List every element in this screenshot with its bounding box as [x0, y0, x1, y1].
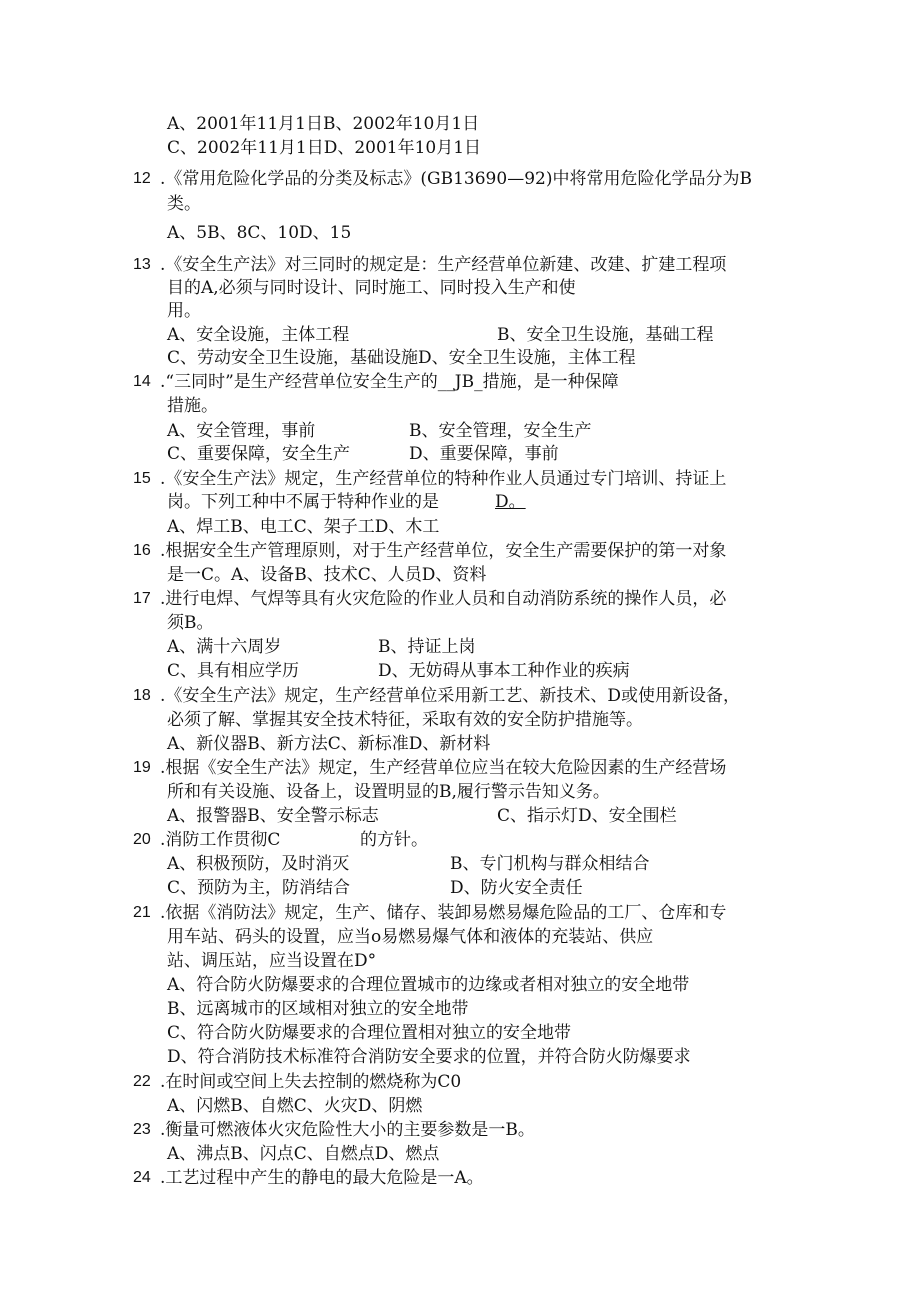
option-b-20: B、专门机构与群众相结合: [450, 854, 650, 874]
question-number-14: 14: [133, 373, 151, 390]
option-b-14: B、安全管理，安全生产: [409, 421, 592, 441]
line-17: A、焊工B、电工C、架子工D、木工: [167, 517, 440, 537]
line-34: 用车站、码头的设置，应当o易燃易爆气体和液体的充装站、供应: [167, 927, 654, 947]
question-number-12: 12: [133, 170, 151, 187]
option-c-14: C、重要保障，安全生产: [167, 444, 351, 464]
question-number-19: 19: [133, 759, 151, 776]
line-25: 必须了解、掌握其安全技术特征，采取有效的安全防护措施等。: [167, 710, 643, 730]
question-18-text: .《安全生产法》规定，生产经营单位采用新工艺、新技术、D或使用新设备，: [160, 686, 741, 706]
question-number-24: 24: [133, 1169, 151, 1186]
question-21-text: .依据《消防法》规定，生产、储存、装卸易燃易爆危险品的工厂、仓库和专: [160, 903, 727, 923]
line-8: 用。: [167, 301, 201, 321]
question-number-15: 15: [133, 470, 151, 487]
option-b-17: B、持证上岗: [378, 637, 476, 657]
option-ab-19: A、报警器B、安全警示标志: [167, 806, 379, 826]
option-d-17: D、无妨碍从事本工种作业的疾病: [378, 661, 630, 681]
question-number-20: 20: [133, 831, 151, 848]
question-22-text: .在时间或空间上失去控制的燃烧称为C0: [160, 1072, 462, 1092]
line-5: A、5B、8C、10D、15: [167, 223, 352, 243]
line-2: C、2002年11月1日D、2001年10月1日: [167, 138, 482, 158]
option-a-17: A、满十六周岁: [167, 637, 282, 657]
line-35: 站、调压站，应当设置在D°: [167, 951, 377, 971]
question-number-13: 13: [133, 256, 151, 273]
question-number-18: 18: [133, 687, 151, 704]
option-b-21: B、远离城市的区域相对独立的安全地带: [167, 999, 469, 1019]
question-number-16: 16: [133, 542, 151, 559]
question-number-17: 17: [133, 590, 151, 607]
line-16: 岗。下列工种中不属于特种作业的是: [167, 492, 439, 512]
option-d-14: D、重要保障，事前: [409, 444, 559, 464]
question-13-text: .《安全生产法》对三同时的规定是：生产经营单位新建、改建、扩建工程项: [160, 255, 727, 275]
question-number-21: 21: [133, 904, 151, 921]
option-a-14: A、安全管理，事前: [167, 421, 316, 441]
line-43: A、沸点B、闪点C、自燃点D、燃点: [167, 1144, 440, 1164]
question-20-text: .消防工作贯彻C: [160, 830, 281, 850]
line-21: 须B。: [167, 613, 214, 633]
option-d-20: D、防火安全责任: [450, 878, 583, 898]
option-c-20: C、预防为主，防消结合: [167, 878, 351, 898]
option-b-13: B、安全卫生设施，基础工程: [497, 325, 714, 345]
option-cd-19: C、指示灯D、安全围栏: [497, 806, 677, 826]
line-12: 措施。: [167, 396, 218, 416]
line-26: A、新仪器B、新方法C、新标准D、新材料: [167, 734, 491, 754]
line-7: 目的A,必须与同时设计、同时施工、同时投入生产和使: [167, 278, 576, 298]
question-20-tail: 的方针。: [360, 830, 428, 850]
line-1: A、2001年11月1日B、2002年10月1日: [167, 114, 480, 134]
option-c-17: C、具有相应学历: [167, 661, 300, 681]
question-15-text: .《安全生产法》规定，生产经营单位的特种作业人员通过专门培训、持证上: [160, 469, 727, 489]
question-19-text: .根据《安全生产法》规定，生产经营单位应当在较大危险因素的生产经营场: [160, 758, 727, 778]
line-10: C、劳动安全卫生设施，基础设施D、安全卫生设施，主体工程: [167, 348, 636, 368]
option-a-21: A、符合防火防爆要求的合理位置城市的边缘或者相对独立的安全地带: [167, 975, 690, 995]
line-19: 是一C。A、设备B、技术C、人员D、资料: [167, 565, 487, 585]
line-4: 类。: [167, 194, 201, 214]
question-12-text: .《常用危险化学品的分类及标志》(GB13690—92)中将常用危险化学品分为B: [160, 169, 752, 189]
option-d-21: D、符合消防技术标准符合消防安全要求的位置，并符合防火防爆要求: [167, 1047, 691, 1067]
question-number-23: 23: [133, 1121, 151, 1138]
question-23-text: .衡量可燃液体火灾危险性大小的主要参数是一B。: [160, 1120, 535, 1140]
option-a-20: A、积极预防，及时消灭: [167, 854, 350, 874]
question-17-text: .进行电焊、气焊等具有火灾危险的作业人员和自动消防系统的操作人员，必: [160, 589, 727, 609]
question-number-22: 22: [133, 1073, 151, 1090]
question-16-text: .根据安全生产管理原则，对于生产经营单位，安全生产需要保护的第一对象: [160, 541, 727, 561]
option-a-13: A、安全设施，主体工程: [167, 325, 350, 345]
line-28: 所和有关设施、设备上，设置明显的B,履行警示告知义务。: [167, 782, 610, 802]
option-c-21: C、符合防火防爆要求的合理位置相对独立的安全地带: [167, 1023, 572, 1043]
line-41: A、闪燃B、自燃C、火灾D、阴燃: [167, 1096, 423, 1116]
answer-15: D。: [495, 492, 526, 512]
question-24-text: .工艺过程中产生的静电的最大危险是一A。: [160, 1168, 484, 1188]
question-14-text: .“三同时”是生产经营单位安全生产的__JB_措施，是一种保障: [160, 372, 619, 392]
